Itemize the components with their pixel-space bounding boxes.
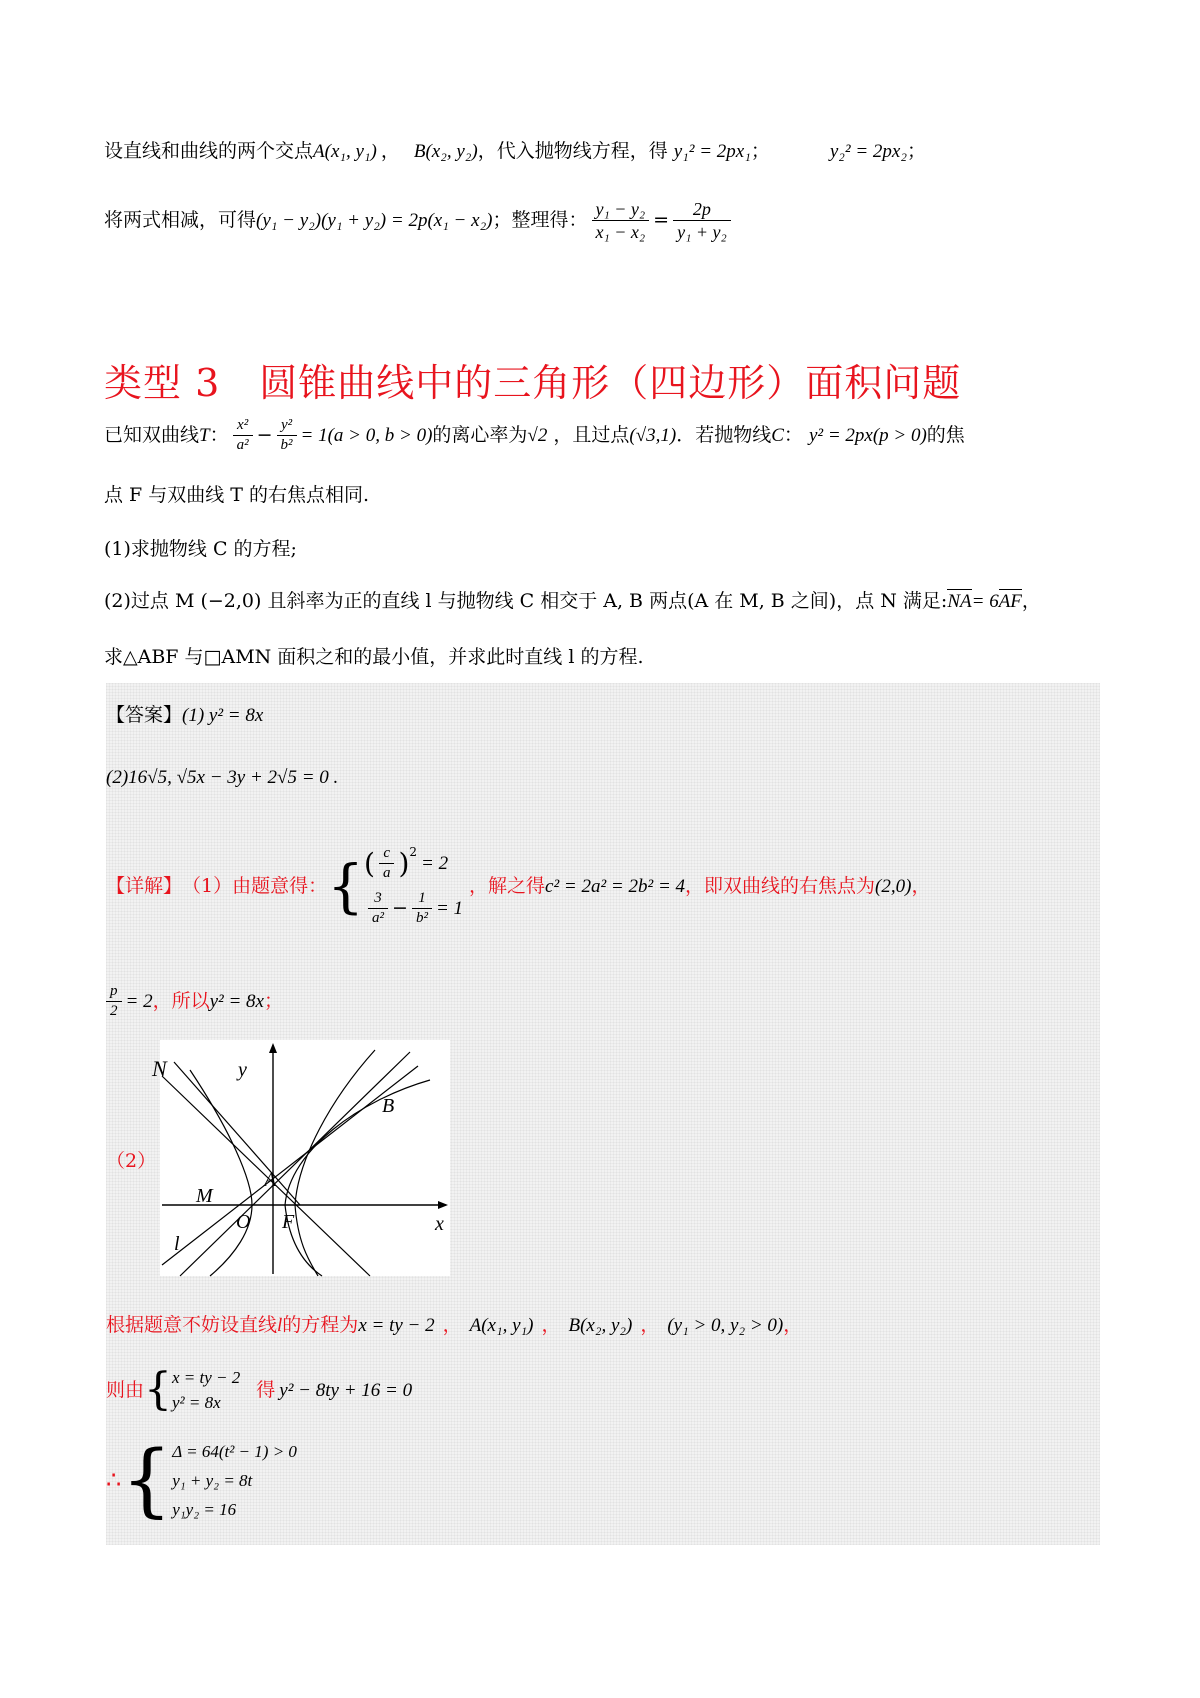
system-1-minus: − [392, 897, 408, 919]
system-1-rhs: = 2 [421, 853, 449, 874]
detail-so-end: ； [263, 990, 283, 1012]
system-B-line [106, 1428, 297, 1532]
system-1-frac-1 [412, 891, 432, 926]
intro-line2-mid: ；整理得： [492, 209, 588, 231]
detail-lead: （1）由题意得： [182, 874, 328, 897]
system-1-frac-c-a [379, 846, 395, 881]
assume-end: ， [783, 1314, 803, 1336]
quadratic-eq: y² − 8ty + 16 = 0 [279, 1379, 413, 1401]
system-brace-1: { [327, 852, 365, 920]
assume-eq: x = ty − 2 [358, 1315, 435, 1336]
intro-end: ； [906, 140, 926, 162]
system-A-eq-2: y² = 8x [172, 1393, 221, 1412]
assume-A: A(x₁, y₁) [469, 1315, 534, 1336]
conic-diagram [152, 1040, 450, 1276]
problem-colon2: ： [783, 424, 803, 446]
detail-label: 【详解】 [106, 874, 183, 897]
detail-parabola: y² = 8x [209, 991, 264, 1012]
label-F: F [282, 1211, 295, 1233]
then-label: 则由 [106, 1378, 145, 1401]
frac-p: p [106, 984, 122, 1002]
p-over-2 [106, 984, 122, 1019]
problem-colon: ： [209, 424, 229, 446]
detail-tail: ，即双曲线的右焦点为 [685, 874, 876, 897]
part-2-label: （2） [106, 1150, 157, 1172]
frac-a: a [382, 865, 391, 881]
system-1-eq-2 [364, 891, 463, 926]
question-1: (1)求抛物线 C 的方程; [104, 538, 297, 560]
assume-l: l [277, 1315, 283, 1336]
label-l: l [174, 1233, 180, 1255]
label-B: B [382, 1095, 395, 1117]
intro-line-2 [104, 200, 735, 241]
system-brace-A: { [144, 1364, 173, 1415]
assume-line [106, 1316, 802, 1335]
question-2-text: (2)过点 M (−2,0) 且斜率为正的直线 l 与抛物线 C 相交于 A, B 两点(A 在 M, B 之间)，点 N 满足: [104, 590, 948, 612]
answer-line-1 [106, 706, 263, 725]
system-A-eq-1: x = ty − 2 [172, 1368, 241, 1387]
system-B-eq-1: Δ = 64(t² − 1) > 0 [172, 1441, 297, 1461]
intro-point-A: A(x₁, y₁) [313, 141, 377, 162]
intro-frac-left [592, 200, 650, 241]
system-brace-B: { [121, 1433, 173, 1526]
intro-line-1 [104, 142, 926, 161]
detail-line-2 [106, 984, 283, 1019]
intro-frac-right-den: y₁ + y₂ [677, 222, 727, 242]
question-3: 求△ABF 与□AMN 面积之和的最小值，并求此时直线 l 的方程. [104, 646, 644, 668]
problem-frac-x-num: x² [233, 418, 253, 436]
intro-line2-prefix: 将两式相减，可得 [104, 209, 257, 231]
answer-1: (1) y² = 8x [182, 705, 264, 726]
assume-mid: 的方程为 [282, 1314, 359, 1336]
intro-semicolon: ； [750, 140, 770, 162]
problem-end: 的焦 [926, 424, 965, 446]
problem-line-1 [104, 418, 965, 453]
problem-frac-x [233, 418, 253, 453]
system-B [172, 1443, 297, 1518]
problem-parabola: y² = 2px(p > 0) [808, 425, 927, 446]
p-eq: = 2 [125, 991, 153, 1012]
problem-sqrt2: √2 [527, 425, 548, 446]
problem-mid2: ，且过点 [553, 424, 630, 446]
problem-C: C [771, 425, 784, 446]
intro-line1-mid: ，代入抛物线方程，得 [477, 140, 668, 162]
problem-prefix: 已知双曲线 [104, 424, 200, 446]
vector-AF: AF [998, 591, 1022, 612]
intro-eq-1: y₁² = 2px₁ [673, 141, 751, 162]
label-N: N [152, 1056, 167, 1081]
question-2 [104, 592, 1041, 611]
intro-frac-right-num: 2p [673, 200, 731, 221]
detail-mid: ，解之得 [469, 874, 546, 897]
detail-so: ，所以 [152, 990, 210, 1012]
problem-condition: = 1(a > 0, b > 0) [300, 425, 433, 446]
problem-frac-y [277, 418, 297, 453]
answer-line-2: (2)16√5, √5x − 3y + 2√5 = 0 . [106, 767, 339, 788]
assume-comma-3: ， [640, 1314, 660, 1336]
frac-2: 2 [110, 1003, 118, 1019]
detail-tail-end: ， [911, 874, 931, 897]
problem-point: (√3,1) [629, 425, 677, 446]
system-A-line [106, 1360, 412, 1420]
assume-comma-2: ， [541, 1314, 561, 1336]
therefore-icon: ∴ [106, 1466, 122, 1494]
assume-prefix: 根据题意不妨设直线 [106, 1314, 278, 1336]
vector-eq: = 6 [971, 591, 999, 612]
vector-NA: NA [947, 591, 972, 612]
system-1-eq-1: ( $\frac{c}{a}$ ) $^2$ = 2 [364, 845, 449, 881]
intro-point-B: B(x₂, y₂) [413, 141, 478, 162]
intro-eq-2: y₂² = 2px₂ [829, 141, 907, 162]
system-1 [364, 846, 463, 926]
system-1-rhs-2: = 1 [435, 898, 464, 919]
label-A: A [264, 1169, 277, 1191]
intro-frac-equals: = [653, 209, 670, 231]
assume-cond: (y₁ > 0, y₂ > 0) [667, 1315, 784, 1336]
assume-comma: ， [442, 1314, 462, 1336]
intro-frac-left-num: y₁ − y₂ [592, 200, 650, 221]
assume-B: B(x₂, y₂) [568, 1315, 633, 1336]
detail-result: c² = 2a² = 2b² = 4 [545, 875, 686, 897]
frac-c: c [379, 846, 395, 864]
frac-a2: a² [372, 910, 385, 926]
problem-mid: 的离心率为 [432, 424, 528, 446]
answer-label: 【答案】 [106, 704, 183, 726]
problem-frac-x-den: a² [236, 437, 249, 453]
label-O: O [236, 1211, 251, 1233]
question-2-end: ， [1021, 590, 1041, 612]
system-B-eq-3: y₁y₂ = 16 [172, 1499, 237, 1519]
frac-1: 1 [412, 891, 432, 909]
detail-line-1 [106, 838, 930, 934]
problem-mid3: ．若抛物线 [676, 424, 772, 446]
label-M: M [196, 1185, 213, 1207]
frac-b2: b² [415, 910, 428, 926]
problem-T: T [199, 425, 210, 446]
intro-frac-left-den: x₁ − x₂ [595, 222, 646, 242]
problem-frac-y-num: y² [277, 418, 297, 436]
system-B-eq-2: y₁ + y₂ = 8t [172, 1470, 253, 1490]
problem-frac-y-den: b² [280, 437, 293, 453]
intro-line2-eq: (y₁ − y₂)(y₁ + y₂) = 2p(x₁ − x₂) [256, 210, 493, 231]
detail-focus: (2,0) [875, 875, 912, 897]
problem-minus: − [256, 424, 273, 446]
label-x: x [435, 1213, 444, 1235]
system-A [172, 1369, 240, 1411]
intro-sep: ， [380, 140, 400, 162]
problem-line-2: 点 F 与双曲线 T 的右焦点相同. [104, 484, 370, 506]
frac-3: 3 [368, 891, 388, 909]
get-label: 得 [256, 1378, 276, 1401]
section-heading: 类型 3 圆锥曲线中的三角形（四边形）面积问题 [104, 361, 962, 405]
label-y: y [238, 1059, 247, 1081]
system-1-frac-3 [368, 891, 388, 926]
intro-frac-right [673, 200, 731, 241]
intro-line1-prefix: 设直线和曲线的两个交点 [104, 140, 314, 162]
